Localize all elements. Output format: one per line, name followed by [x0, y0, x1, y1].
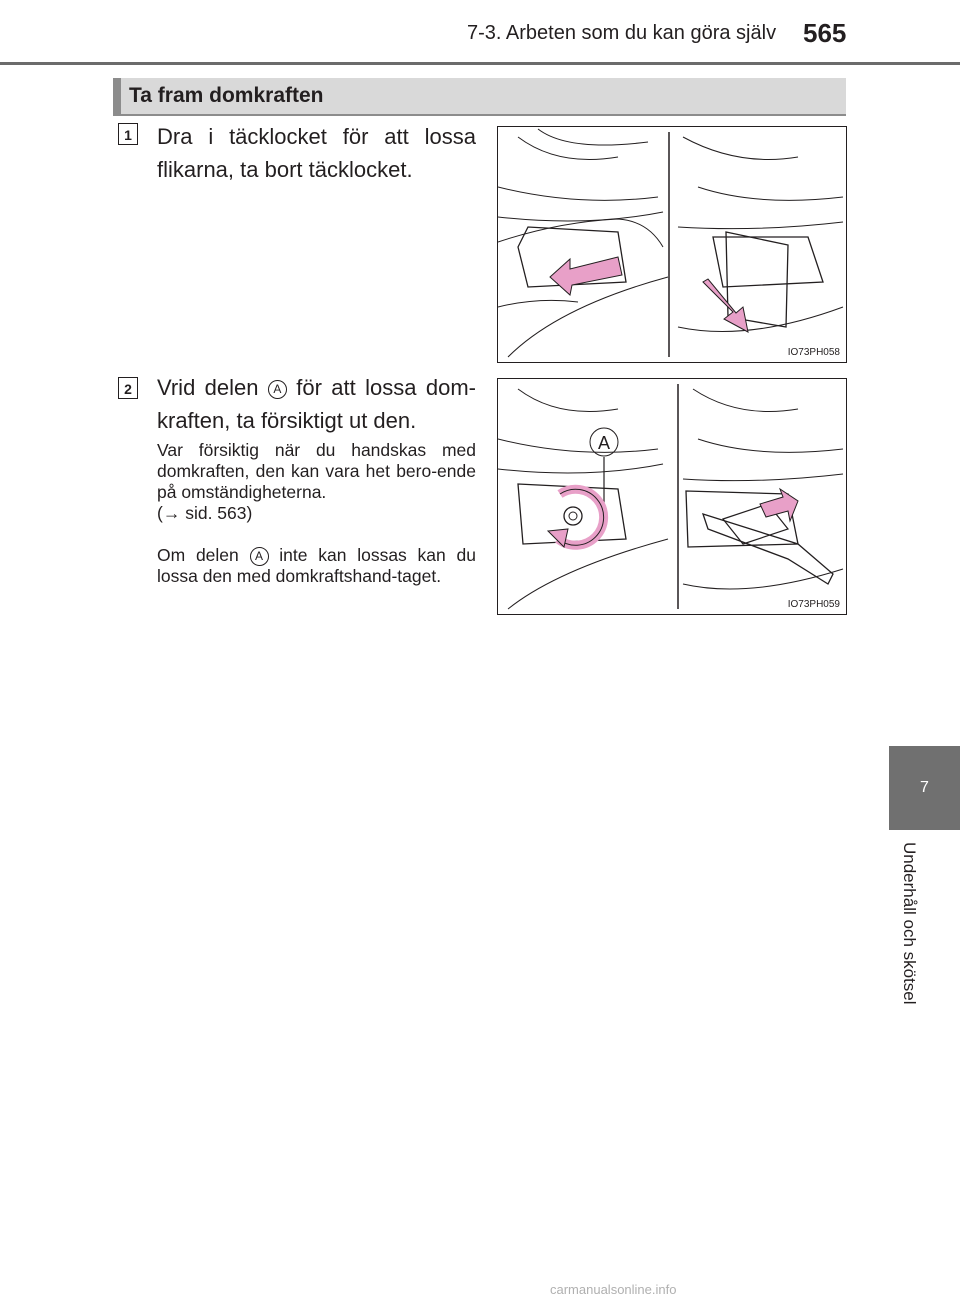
- figure-label-a: A: [597, 433, 611, 453]
- footer-watermark: carmanualsonline.info: [550, 1282, 677, 1297]
- step-number-2: 2: [118, 377, 138, 399]
- step-2-illustration: [497, 378, 847, 615]
- section-title: Ta fram domkraften: [129, 84, 324, 107]
- note-jack-handle: [157, 545, 476, 587]
- note-jack-handle-before: Om delen: [157, 545, 239, 565]
- note-ref-open: (: [157, 503, 163, 523]
- reference-arrow-icon: →: [162, 503, 181, 523]
- note-jack-handle-after: inte kan lossas kan du lossa den med domkraftshand-taget.: [157, 545, 476, 586]
- step-2-text: [157, 371, 476, 437]
- header-divider: [0, 62, 960, 65]
- step-2-drawing: [498, 379, 846, 614]
- step-2-figure-code: IO73PH059: [787, 599, 840, 610]
- step-1-drawing: [498, 127, 846, 362]
- step-2-text-after: för att lossa dom-kraften, ta försiktigt ut den.: [157, 375, 476, 433]
- step-1-text: Dra i täcklocket för att lossa flikarna, ta bort täcklocket.: [157, 124, 476, 182]
- chapter-tab: 7: [889, 746, 960, 830]
- page-number: 565: [803, 18, 847, 48]
- part-a-marker: A: [268, 380, 287, 399]
- note-hot-jack: [157, 440, 476, 524]
- note-hot-jack-text: Var försiktig när du handskas med domkraften, den kan vara het bero-ende på omständigheterna.: [157, 440, 476, 502]
- step-number-1: 1: [118, 123, 138, 145]
- chapter-tab-label: Underhåll och skötsel: [900, 842, 919, 1005]
- part-a-marker-note: A: [250, 547, 269, 566]
- chapter-title: 7-3. Arbeten som du kan göra själv: [467, 22, 777, 44]
- step-1-figure-code: IO73PH058: [787, 347, 840, 358]
- section-heading-accent: [113, 78, 121, 114]
- step-2-text-before: Vrid delen: [157, 375, 259, 400]
- section-heading-bar: [113, 78, 846, 116]
- step-1-illustration: [497, 126, 847, 363]
- page-reference: sid. 563): [185, 503, 253, 523]
